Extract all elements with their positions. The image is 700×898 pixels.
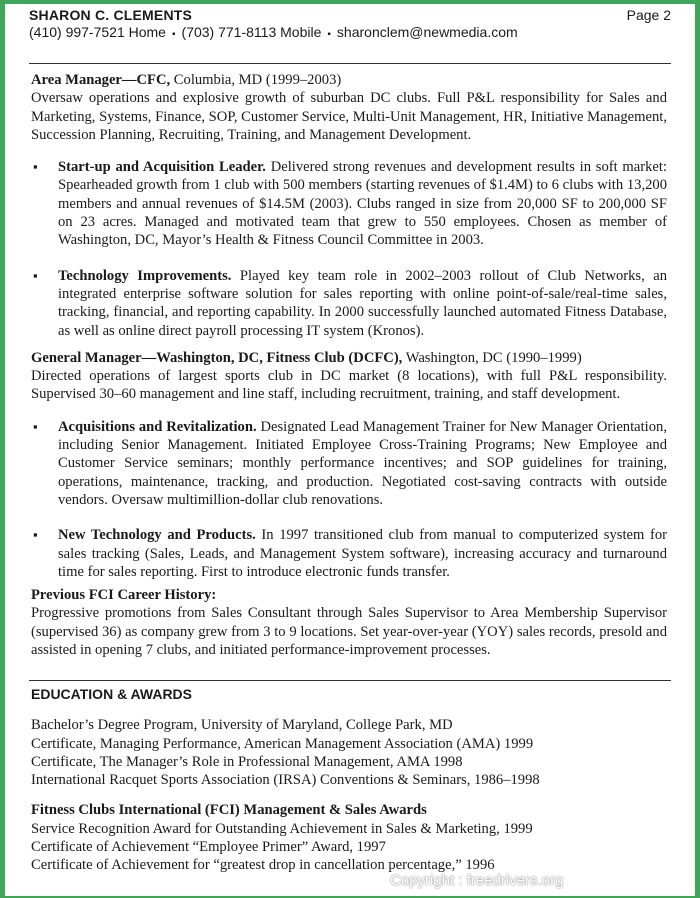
achievement-item	[31, 526, 667, 581]
previous-history-title: Previous FCI Career History:	[31, 587, 217, 604]
resume-header	[29, 7, 671, 40]
job-entry-general-manager	[31, 349, 667, 581]
achievement-lead: Technology Improvements.	[58, 267, 232, 284]
page-number: Page 2	[626, 7, 671, 23]
achievement-lead: Start-up and Acquisition Leader.	[58, 159, 266, 176]
job-heading	[31, 349, 667, 367]
job-title: General Manager—Washington, DC, Fitness Club (DCFC),	[31, 349, 403, 366]
job-entry-area-manager	[31, 71, 667, 340]
achievement-lead: Acquisitions and Revitalization.	[58, 418, 257, 435]
job-location: Columbia, MD (1999–2003)	[170, 72, 342, 88]
separator-bullet: ▪	[327, 29, 331, 40]
education-heading: EDUCATION & AWARDS	[31, 686, 192, 702]
achievement-text: Played key team role in 2002–2003 rollout of Club Networks, an integrated enterprise software solution for sales reporting with online point-of-sale/real-time sales, tracking, financial, and reporting capability. In 2000 successfully launched automated Fitness Database, as well as online direct payroll processing IT system (Kronos).	[58, 267, 667, 339]
previous-history-text: Progressive promotions from Sales Consultant through Sales Supervisor to Area Membership Supervisor (supervised 36) as company grew from 3 to 9 locations. Set year-over-year (YOY) sales records, presold and assisted in opening 7 clubs, and initiated performance-improvement processes.	[31, 605, 667, 659]
header-divider	[29, 63, 671, 64]
achievement-list	[31, 158, 667, 340]
achievement-text: Designated Lead Management Trainer for New Manager Orientation, including Senior Management. Initiated Employee Cross-Training Programs; New Employee and Customer Service seminars; monthly performance incentives; and SOP guidelines for training, operations, maintenance, tracking, and production. Negotiated cost-saving contracts with outside vendors. Oversaw multimillion-dollar club renovations.	[58, 418, 667, 508]
achievement-list	[31, 418, 667, 581]
resume-page	[5, 4, 695, 896]
award-item: Certificate of Achievement for “greatest drop in cancellation percentage,” 1996	[31, 857, 495, 874]
education-item: Certificate, Managing Performance, American Management Association (AMA) 1999	[31, 735, 534, 752]
award-item: Service Recognition Award for Outstanding Achievement in Sales & Marketing, 1999	[31, 820, 533, 837]
job-title: Area Manager—CFC,	[31, 72, 171, 88]
resume-body	[31, 71, 667, 659]
award-item: Certificate of Achievement “Employee Primer” Award, 1997	[31, 839, 386, 856]
education-section	[31, 685, 667, 875]
email-address: sharonclem@newmedia.com	[336, 24, 518, 40]
separator-bullet: ▪	[171, 29, 176, 40]
contact-line	[29, 24, 671, 40]
achievement-item	[31, 158, 667, 249]
education-item: International Racquet Sports Association (IRSA) Conventions & Seminars, 1986–1998	[31, 772, 540, 789]
home-phone: (410) 997-7521 Home	[29, 24, 166, 40]
candidate-name: SHARON C. CLEMENTS	[29, 7, 193, 23]
achievement-item	[31, 418, 667, 509]
job-location: Washington, DC (1990–1999)	[402, 349, 582, 366]
job-heading	[31, 71, 667, 89]
achievement-text: Delivered strong revenues and development results in soft market: Spearheaded growth from 1 club with 500 members (starting revenues of $1.4M) to 6 clubs with 13,200 members and annual revenues of $14.5M (2003). Clubs ranged in size from 20,000 SF to 200,000 SF on 23 acres. Managed and motivated team that grew to 550 employees. Chosen as member of Washington, DC, Mayor’s Health & Fitness Council Committee in 2003.	[58, 159, 667, 249]
job-summary: Directed operations of largest sports club in DC market (8 locations), with full P&L responsibility. Supervised 30–60 management and line staff, including recruitment, training, and staff development.	[31, 368, 667, 403]
previous-history	[31, 586, 667, 659]
mobile-phone: (703) 771-8113 Mobile	[181, 24, 322, 40]
education-item: Certificate, The Manager’s Role in Professional Management, AMA 1998	[31, 753, 463, 770]
education-item: Bachelor’s Degree Program, University of Maryland, College Park, MD	[31, 717, 453, 734]
copyright-watermark: Copyright : freedrivers.org	[390, 872, 564, 889]
achievement-item	[31, 267, 667, 340]
job-summary: Oversaw operations and explosive growth of suburban DC clubs. Full P&L responsibility for Sales and Marketing, Systems, Finance, SOP, Customer Service, Multi-Unit Management, HR, Initiative Management, Succession Planning, Recruiting, Training, and Management Development.	[31, 90, 667, 143]
achievement-lead: New Technology and Products.	[58, 527, 256, 544]
awards-title: Fitness Clubs International (FCI) Management & Sales Awards	[31, 802, 427, 819]
achievement-text: In 1997 transitioned club from manual to computerized system for sales tracking (Sales, Leads, and Management System software), increasing accuracy and turnaround time for sales reporting. First to introduce electronic funds transfer.	[58, 527, 667, 580]
education-divider	[29, 680, 671, 681]
